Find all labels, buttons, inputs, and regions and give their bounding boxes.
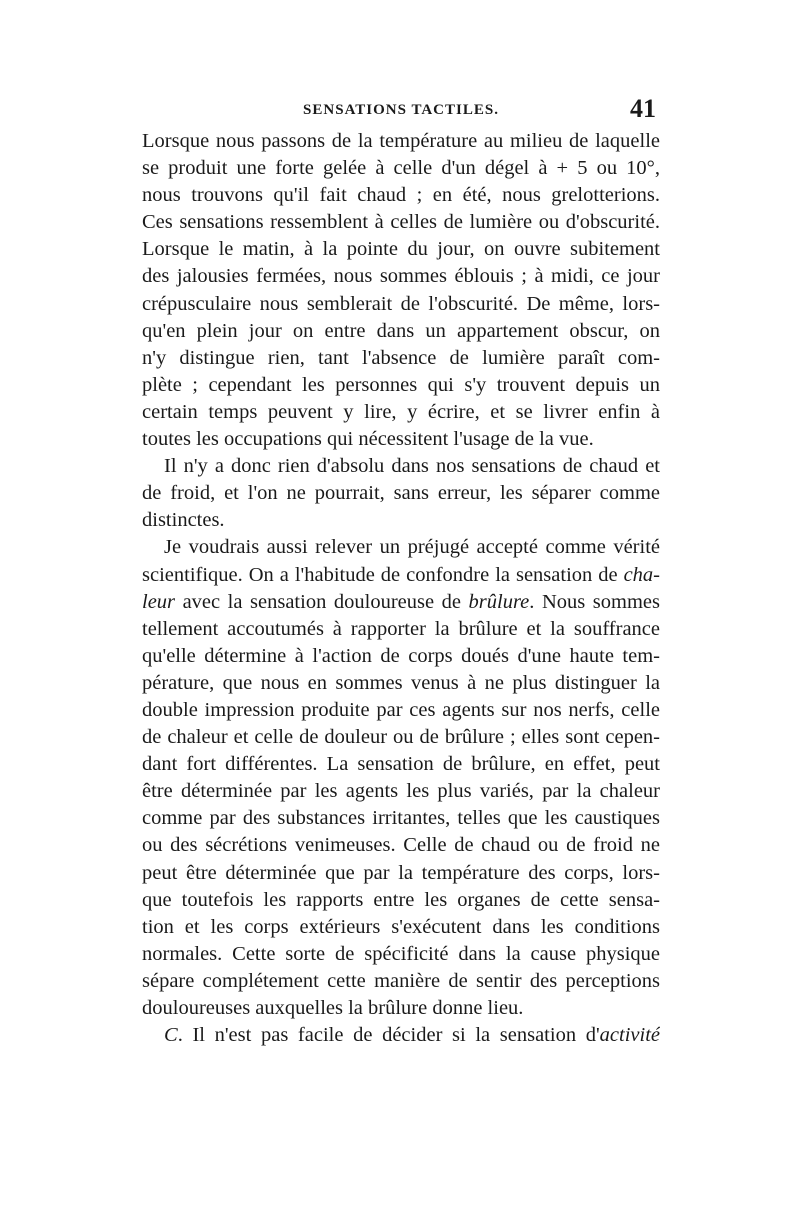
- text-line: [142, 805, 660, 832]
- text-line: [142, 399, 660, 426]
- text-line: [142, 345, 660, 372]
- text-run: pérature, que nous en sommes venus à ne plus distinguer la: [142, 671, 660, 694]
- text-line: [142, 941, 660, 968]
- text-line: [142, 182, 660, 209]
- text-line: [142, 832, 660, 859]
- italic-text: brûlure: [468, 590, 530, 613]
- text-line: [142, 751, 660, 778]
- text-run: douloureuses auxquelles la brûlure donne lieu.: [142, 997, 524, 1019]
- text-run: se produit une forte gelée à celle d'un dégel à + 5 ou 10°,: [142, 157, 660, 180]
- italic-text: C: [164, 1024, 178, 1047]
- text-line: [142, 670, 660, 697]
- text-line: [142, 426, 660, 453]
- text-run: tellement accoutumés à rapporter la brûlure et la souffrance: [142, 617, 660, 640]
- text-run: dant fort différentes. La sensation de brûlure, en effet, peut: [142, 753, 660, 776]
- text-line: [142, 209, 660, 236]
- text-line: [142, 860, 660, 887]
- text-line: [142, 887, 660, 914]
- text-run: scientifique. On a l'habitude de confondre la sensation de: [142, 563, 624, 586]
- text-run: . Nous sommes: [529, 590, 660, 613]
- text-run: de chaleur et celle de douleur ou de brûlure ; elles sont cepen-: [142, 726, 660, 749]
- text-line: [142, 643, 660, 670]
- text-run: qu'elle détermine à l'action de corps doués d'une haute tem-: [142, 644, 660, 667]
- text-run: avec la sensation douloureuse de: [175, 590, 469, 613]
- text-run: qu'en plein jour on entre dans un appartement obscur, on: [142, 319, 660, 342]
- text-run: des jalousies fermées, nous sommes éblouis ; à midi, ce jour: [142, 265, 660, 288]
- text-line: [142, 995, 660, 1022]
- text-run: . Il n'est pas facile de décider si la sensation d': [177, 1024, 600, 1047]
- running-head: SENSATIONS TACTILES.: [303, 102, 499, 118]
- text-run: Il n'y a donc rien d'absolu dans nos sensations de chaud et: [164, 455, 660, 478]
- text-line: [142, 724, 660, 751]
- text-run: être déterminée par les agents les plus variés, par la chaleur: [142, 780, 660, 803]
- text-line: [142, 562, 660, 589]
- text-run: toutes les occupations qui nécessitent l'usage de la vue.: [142, 428, 594, 451]
- text-run: ou des sécrétions venimeuses. Celle de chaud ou de froid ne: [142, 834, 660, 857]
- text-run: double impression produite par ces agents sur nos nerfs, celle: [142, 698, 660, 721]
- text-line: [142, 453, 660, 480]
- text-line: [142, 480, 660, 507]
- text-line: [142, 155, 660, 182]
- text-line: [142, 697, 660, 724]
- text-run: distinctes.: [142, 509, 225, 532]
- italic-text: cha-: [623, 563, 660, 586]
- text-run: n'y distingue rien, tant l'absence de lumière paraît com-: [142, 346, 660, 369]
- text-line: [142, 914, 660, 941]
- italic-text: activité: [599, 1024, 660, 1047]
- text-line: [142, 968, 660, 995]
- text-run: peut être déterminée que par la température des corps, lors-: [142, 861, 660, 884]
- text-run: plète ; cependant les personnes qui s'y trouvent depuis un: [142, 373, 660, 396]
- text-run: nous trouvons qu'il fait chaud ; en été, nous grelotterions.: [142, 184, 660, 207]
- text-run: crépusculaire nous semblerait de l'obscurité. De même, lors-: [142, 292, 660, 315]
- text-line: [142, 534, 660, 561]
- text-run: tion et les corps extérieurs s'exécutent dans les conditions: [142, 915, 660, 938]
- text-run: Lorsque nous passons de la température au milieu de laquelle: [142, 130, 660, 152]
- text-line: [142, 507, 660, 534]
- text-line: [142, 128, 660, 155]
- text-line: [142, 616, 660, 643]
- text-line: [142, 236, 660, 263]
- italic-text: leur: [142, 590, 176, 613]
- page-header: [142, 94, 660, 128]
- text-line: [142, 589, 660, 616]
- text-line: [142, 778, 660, 805]
- text-run: Je voudrais aussi relever un préjugé accepté comme vérité: [164, 536, 660, 559]
- text-run: comme par des substances irritantes, telles que les caustiques: [142, 807, 660, 830]
- text-line: [142, 1022, 660, 1049]
- text-line: [142, 291, 660, 318]
- text-run: normales. Cette sorte de spécificité dans la cause physique: [142, 942, 660, 965]
- text-run: Ces sensations ressemblent à celles de lumière ou d'obscurité.: [142, 211, 660, 234]
- page-number: 41: [630, 94, 656, 123]
- text-run: certain temps peuvent y lire, y écrire, et se livrer enfin à: [142, 400, 660, 423]
- text-run: de froid, et l'on ne pourrait, sans erreur, les séparer comme: [142, 482, 660, 505]
- text-run: que toutefois les rapports entre les organes de cette sensa-: [142, 888, 660, 911]
- text-run: sépare complétement cette manière de sentir des perceptions: [142, 969, 660, 992]
- text-line: [142, 318, 660, 345]
- text-line: [142, 372, 660, 399]
- body-text: [142, 128, 660, 1049]
- text-run: Lorsque le matin, à la pointe du jour, on ouvre subitement: [142, 238, 660, 261]
- text-line: [142, 263, 660, 290]
